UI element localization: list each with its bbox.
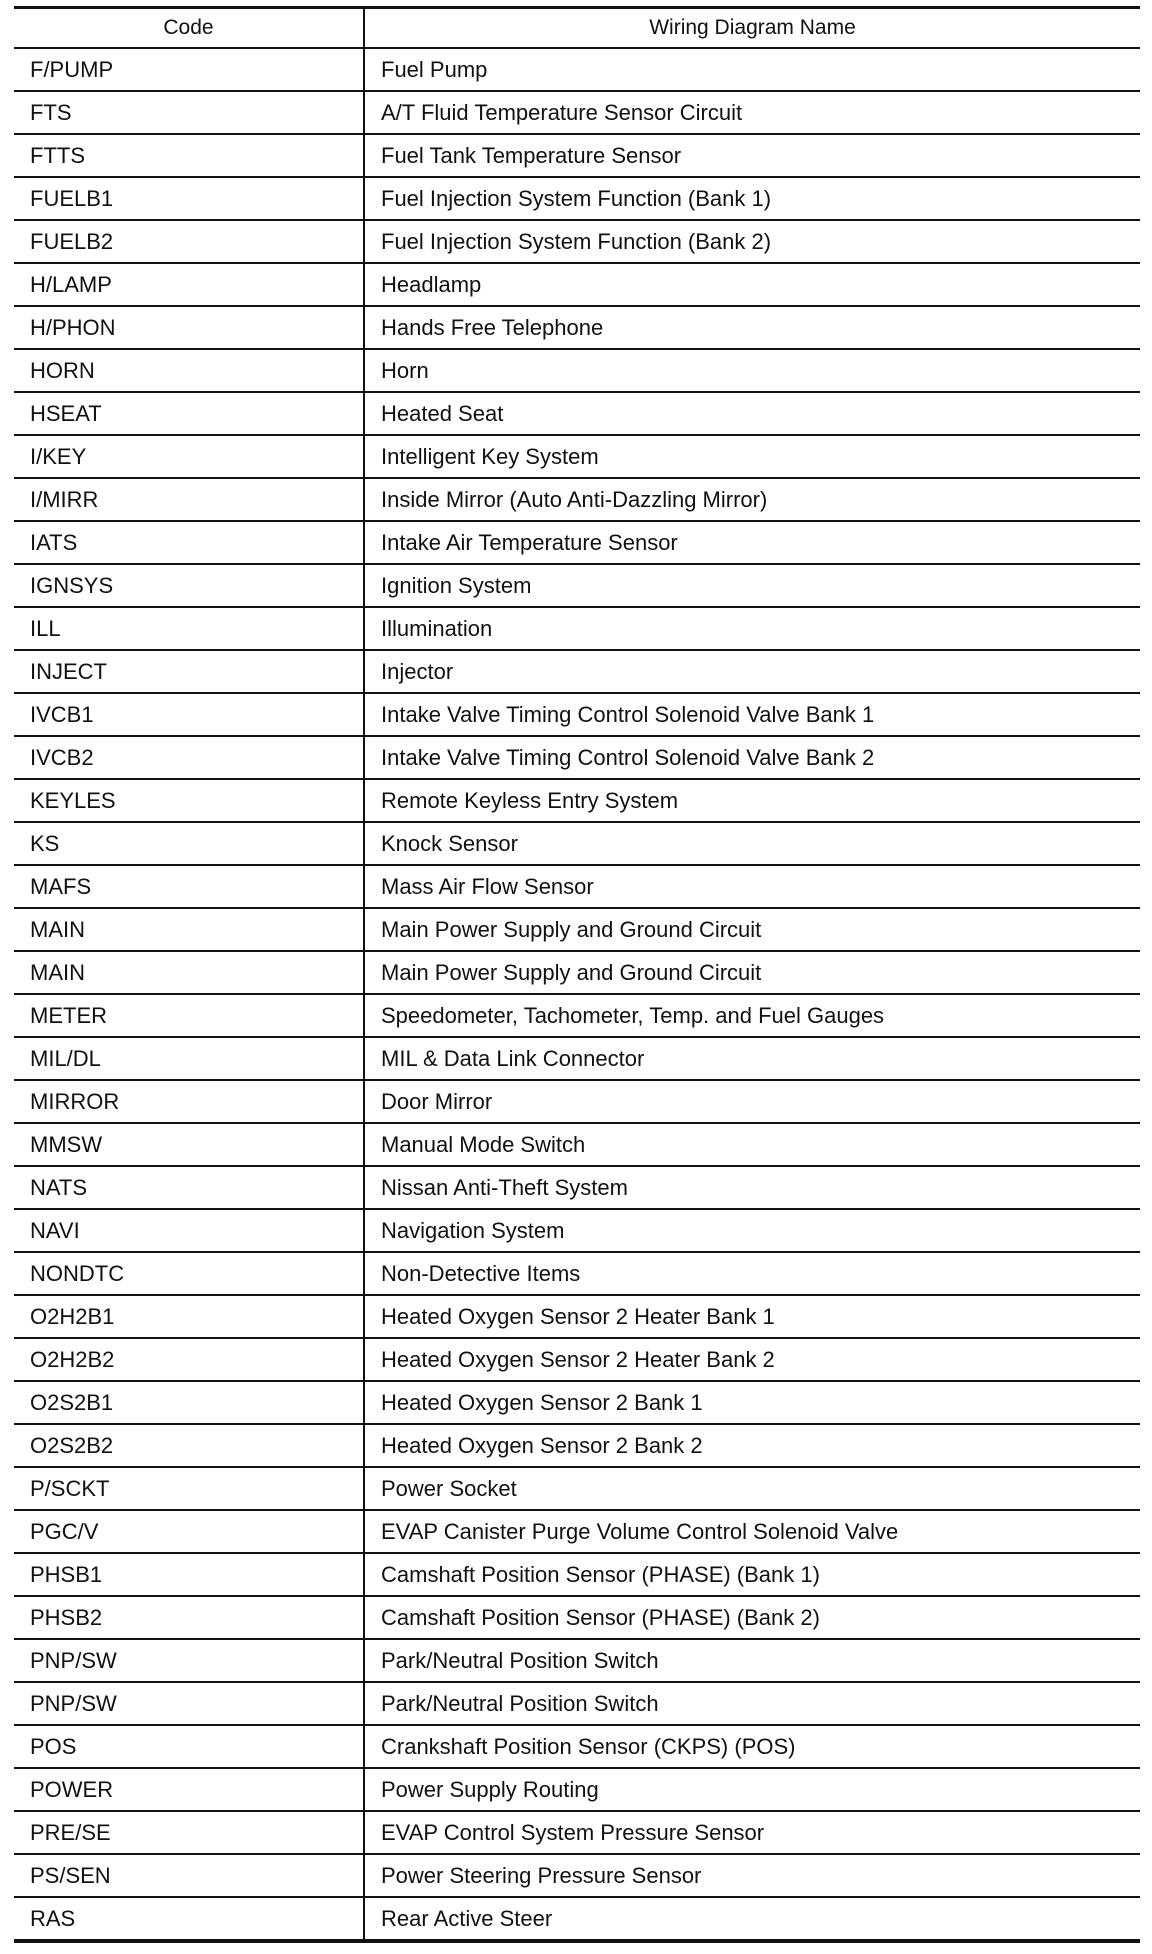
wiring-diagram-code-table [14, 6, 1140, 1943]
wiring-diagram-name-cell: Remote Keyless Entry System [364, 779, 1140, 822]
table-row [14, 1510, 1140, 1553]
wiring-diagram-name-cell: Fuel Injection System Function (Bank 1) [364, 177, 1140, 220]
code-cell: FUELB2 [14, 220, 364, 263]
table-row [14, 48, 1140, 91]
wiring-diagram-name-cell: Inside Mirror (Auto Anti-Dazzling Mirror) [364, 478, 1140, 521]
table-row [14, 1725, 1140, 1768]
code-cell: MIL/DL [14, 1037, 364, 1080]
code-cell: HORN [14, 349, 364, 392]
wiring-diagram-name-cell: Rear Active Steer [381, 1905, 553, 1931]
wiring-diagram-name-cell: Camshaft Position Sensor (PHASE) (Bank 2) [364, 1596, 1140, 1639]
code-cell: IVCB1 [14, 693, 364, 736]
wiring-diagram-name-cell: EVAP Canister Purge Volume Control Solenoid Valve [364, 1510, 1140, 1553]
wiring-diagram-name-cell: Main Power Supply and Ground Circuit [364, 908, 1140, 951]
code-cell: KEYLES [14, 779, 364, 822]
wiring-diagram-name-cell: Door Mirror [364, 1080, 1140, 1123]
table-row [14, 306, 1140, 349]
code-cell: MAIN [14, 951, 364, 994]
table-body [14, 48, 1140, 1941]
wiring-diagram-name-cell: MIL & Data Link Connector [364, 1037, 1140, 1080]
table-row [14, 1467, 1140, 1510]
wiring-diagram-name-cell: Knock Sensor [364, 822, 1140, 865]
table-header-row [14, 8, 1140, 49]
table-row [14, 994, 1140, 1037]
code-cell: PNP/SW [14, 1682, 364, 1725]
code-cell: KS [14, 822, 364, 865]
wiring-diagram-name-cell: Mass Air Flow Sensor [364, 865, 1140, 908]
wiring-diagram-name-cell: Ignition System [364, 564, 1140, 607]
code-column-header: Code [14, 8, 364, 49]
wiring-diagram-name-cell: Injector [364, 650, 1140, 693]
code-cell: MMSW [14, 1123, 364, 1166]
code-cell: IATS [14, 521, 364, 564]
wiring-diagram-name-column-header: Wiring Diagram Name [364, 8, 1140, 49]
table-row [14, 91, 1140, 134]
code-cell: FTS [14, 91, 364, 134]
table-row [14, 650, 1140, 693]
wiring-diagram-name-cell: Intake Valve Timing Control Solenoid Valve Bank 2 [364, 736, 1140, 779]
code-cell: IVCB2 [14, 736, 364, 779]
wiring-diagram-name-cell: Fuel Pump [364, 48, 1140, 91]
table-row [14, 1596, 1140, 1639]
wiring-diagram-name-cell: Intelligent Key System [364, 435, 1140, 478]
table-row [14, 1424, 1140, 1467]
table-row [14, 951, 1140, 994]
code-cell: MIRROR [14, 1080, 364, 1123]
table-row [14, 822, 1140, 865]
table-row [14, 1080, 1140, 1123]
table-row [14, 779, 1140, 822]
wiring-diagram-name-cell: Fuel Tank Temperature Sensor [364, 134, 1140, 177]
table-row [14, 1295, 1140, 1338]
code-cell: PS/SEN [14, 1854, 364, 1897]
code-cell: O2H2B1 [14, 1295, 364, 1338]
wiring-diagram-name-cell: Manual Mode Switch [364, 1123, 1140, 1166]
wiring-diagram-name-cell: Camshaft Position Sensor (PHASE) (Bank 1) [364, 1553, 1140, 1596]
table-row [14, 1553, 1140, 1596]
wiring-diagram-name-cell: Intake Air Temperature Sensor [364, 521, 1140, 564]
table-row [14, 220, 1140, 263]
wiring-diagram-name-cell: Nissan Anti-Theft System [364, 1166, 1140, 1209]
table-row [14, 1123, 1140, 1166]
code-cell: MAFS [14, 865, 364, 908]
wiring-diagram-name-cell: Heated Oxygen Sensor 2 Heater Bank 2 [364, 1338, 1140, 1381]
wiring-diagram-name-cell: Park/Neutral Position Switch [364, 1639, 1140, 1682]
table-row [14, 177, 1140, 220]
code-cell: MAIN [14, 908, 364, 951]
wiring-diagram-name-cell: Heated Oxygen Sensor 2 Bank 1 [364, 1381, 1140, 1424]
table-row [14, 1381, 1140, 1424]
code-cell: IGNSYS [14, 564, 364, 607]
code-cell: RAS [14, 1897, 364, 1941]
table-row [14, 134, 1140, 177]
code-cell: I/MIRR [14, 478, 364, 521]
table-row [14, 607, 1140, 650]
wiring-diagram-name-cell: Illumination [364, 607, 1140, 650]
table-row [14, 521, 1140, 564]
code-cell: HSEAT [14, 392, 364, 435]
table-row [14, 1811, 1140, 1854]
code-cell: NONDTC [14, 1252, 364, 1295]
wiring-diagram-name-cell: Non-Detective Items [364, 1252, 1140, 1295]
table-row [14, 693, 1140, 736]
wiring-diagram-name-cell: Navigation System [364, 1209, 1140, 1252]
table-row [14, 1682, 1140, 1725]
wiring-diagram-name-cell: Power Steering Pressure Sensor [364, 1854, 1140, 1897]
table-row [14, 263, 1140, 306]
table-row [14, 478, 1140, 521]
table-row [14, 1854, 1140, 1897]
code-cell: I/KEY [14, 435, 364, 478]
table-row [14, 1037, 1140, 1080]
wiring-diagram-name-cell: Fuel Injection System Function (Bank 2) [364, 220, 1140, 263]
code-cell: NAVI [14, 1209, 364, 1252]
wiring-diagram-name-cell: Power Supply Routing [364, 1768, 1140, 1811]
code-cell: O2S2B2 [14, 1424, 364, 1467]
wiring-diagram-name-cell: Power Socket [364, 1467, 1140, 1510]
wiring-diagram-name-cell: Headlamp [364, 263, 1140, 306]
wiring-diagram-name-cell: Speedometer, Tachometer, Temp. and Fuel Gauges [364, 994, 1140, 1037]
table-row [14, 1209, 1140, 1252]
wiring-diagram-name-cell: Horn [364, 349, 1140, 392]
table-row [14, 1338, 1140, 1381]
code-cell: PNP/SW [14, 1639, 364, 1682]
code-cell: POWER [14, 1768, 364, 1811]
code-cell: PGC/V [14, 1510, 364, 1553]
code-cell: PHSB2 [14, 1596, 364, 1639]
wiring-diagram-name-cell: Intake Valve Timing Control Solenoid Valve Bank 1 [364, 693, 1140, 736]
code-cell: P/SCKT [14, 1467, 364, 1510]
table-row [14, 435, 1140, 478]
code-cell: POS [14, 1725, 364, 1768]
wiring-diagram-name-cell: Heated Seat [364, 392, 1140, 435]
wiring-diagram-name-cell: Park/Neutral Position Switch [364, 1682, 1140, 1725]
table-row [14, 865, 1140, 908]
code-cell: O2S2B1 [14, 1381, 364, 1424]
wiring-diagram-name-cell: Crankshaft Position Sensor (CKPS) (POS) [364, 1725, 1140, 1768]
wiring-diagram-name-cell: EVAP Control System Pressure Sensor [364, 1811, 1140, 1854]
code-cell: METER [14, 994, 364, 1037]
code-cell: H/PHON [14, 306, 364, 349]
table-row [14, 1166, 1140, 1209]
code-cell: H/LAMP [14, 263, 364, 306]
wiring-diagram-name-cell: Main Power Supply and Ground Circuit [364, 951, 1140, 994]
code-cell: O2H2B2 [14, 1338, 364, 1381]
table-row [14, 1897, 1140, 1941]
wiring-diagram-name-cell: Heated Oxygen Sensor 2 Heater Bank 1 [364, 1295, 1140, 1338]
code-cell: F/PUMP [14, 48, 364, 91]
table-row [14, 1252, 1140, 1295]
code-cell: INJECT [14, 650, 364, 693]
wiring-diagram-name-cell: A/T Fluid Temperature Sensor Circuit [364, 91, 1140, 134]
code-cell: FTTS [14, 134, 364, 177]
code-cell: PRE/SE [14, 1811, 364, 1854]
code-cell: ILL [14, 607, 364, 650]
table-row [14, 1768, 1140, 1811]
code-cell: NATS [14, 1166, 364, 1209]
table-row [14, 349, 1140, 392]
table-row [14, 564, 1140, 607]
table-row [14, 736, 1140, 779]
table-row [14, 908, 1140, 951]
wiring-diagram-name-cell: Heated Oxygen Sensor 2 Bank 2 [364, 1424, 1140, 1467]
code-cell: FUELB1 [14, 177, 364, 220]
table-row [14, 392, 1140, 435]
table-row [14, 1639, 1140, 1682]
wiring-diagram-name-cell: Hands Free Telephone [364, 306, 1140, 349]
code-cell: PHSB1 [14, 1553, 364, 1596]
